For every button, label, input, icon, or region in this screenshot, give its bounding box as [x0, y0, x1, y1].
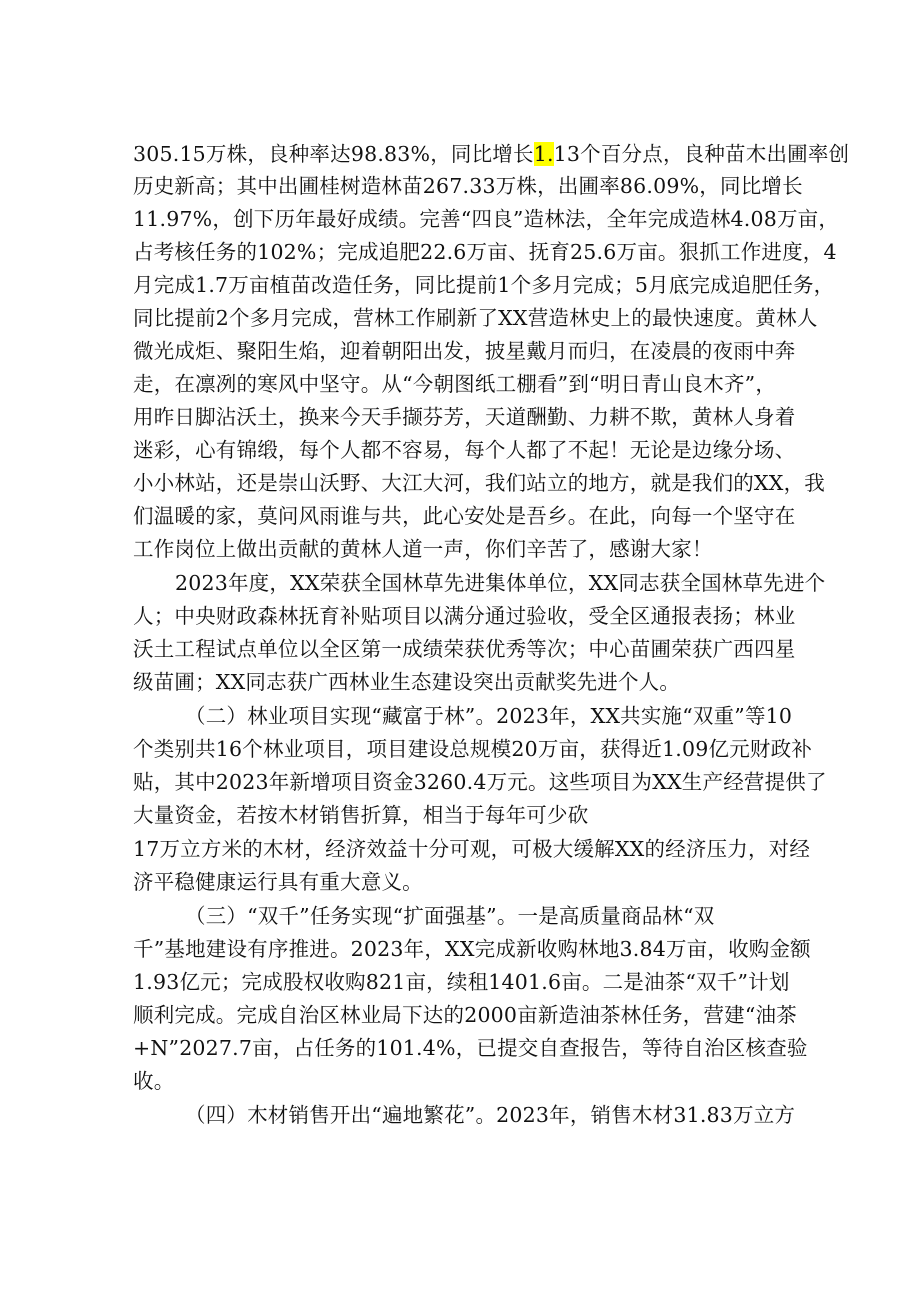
text-line: 历史新高；其中出圃桂树造林苗267.33万株，出圃率86.09%，同比增长: [133, 174, 803, 198]
text-line: 微光成炬、聚阳生焰，迎着朝阳出发，披星戴月而归，在凌晨的夜雨中奔: [133, 339, 796, 363]
text-line: 级苗圃；XX同志获广西林业生态建设突出贡献奖先进个人。: [133, 670, 681, 694]
text-line: 个类别共16个林业项目，项目建设总规模20万亩，获得近1.09亿元财政补: [133, 737, 813, 761]
text-line: 工作岗位上做出贡献的黄林人道一声，你们辛苦了，感谢大家！: [133, 537, 713, 561]
text-line: 迷彩，心有锦缎，每个人都不容易，每个人都了不起！无论是边缘分场、: [133, 438, 796, 462]
text-line: 小小林站，还是崇山沃野、大江大河，我们站立的地方，就是我们的XX，我: [133, 471, 825, 495]
text-line: 11.97%，创下历年最好成绩。完善“四良”造林法，全年完成造林4.08万亩，: [133, 207, 840, 231]
highlighted-text: 1.: [533, 142, 554, 166]
text-line: 收。: [133, 1069, 175, 1093]
text-line: 走，在凛冽的寒风中坚守。从“今朝图纸工棚看”到“明日青山良木齐”，: [133, 372, 777, 396]
text-line: 千”基地建设有序推进。2023年，XX完成新收购林地3.84万亩，收购金额: [133, 937, 811, 961]
text-line: 2023年度，XX荣获全国林草先进集体单位，XX同志获全国林草先进个: [175, 571, 826, 595]
text-line: 用昨日脚沾沃土，换来今天手撷芬芳，天道酬勤、力耕不欺，黄林人身着: [133, 405, 796, 429]
text-line: 17万立方米的木材，经济效益十分可观，可极大缓解XX的经济压力，对经: [133, 837, 811, 861]
text-line: 济平稳健康运行具有重大意义。: [133, 870, 423, 894]
text-line: （四）木材销售开出“遍地繁花”。2023年，销售木材31.83万立方: [185, 1103, 796, 1127]
text-line: [133, 137, 850, 171]
text-line: 贴，其中2023年新增项目资金3260.4万元。这些项目为XX生产经营提供了: [133, 770, 827, 794]
text-line: 占考核任务的102%；完成追肥22.6万亩、抚育25.6万亩。狠抓工作进度，4: [133, 240, 837, 264]
text-line: （二）林业项目实现“藏富于林”。2023年，XX共实施“双重”等10: [185, 704, 793, 728]
text-line: 人；中央财政森林抚育补贴项目以满分通过验收，受全区通报表扬；林业: [133, 604, 796, 628]
text-line: 月完成1.7万亩植苗改造任务，同比提前1个多月完成；5月底完成追肥任务，: [133, 273, 835, 297]
text-line: 顺利完成。完成自治区林业局下达的2000亩新造油茶林任务，营建“油茶: [133, 1003, 797, 1027]
text-line: +N”2027.7亩，占任务的101.4%，已提交自查报告，等待自治区核查验: [133, 1036, 808, 1060]
text-segment: 13个百分点，良种苗木出圃率创: [553, 142, 850, 166]
text-segment: 305.15万株，良种率达98.83%，同比增长: [133, 142, 534, 166]
text-line: 同比提前2个多月完成，营林工作刷新了XX营造林史上的最快速度。黄林人: [133, 306, 818, 330]
text-line: 沃土工程试点单位以全区第一成绩荣获优秀等次；中心苗圃荣获广西四星: [133, 637, 796, 661]
text-line: 大量资金，若按木材销售折算，相当于每年可少砍: [133, 803, 589, 827]
text-line: 1.93亿元；完成股权收购821亩，续租1401.6亩。二是油茶“双千”计划: [133, 970, 790, 994]
text-line: 们温暖的家，莫问风雨谁与共，此心安处是吾乡。在此，向每一个坚守在: [133, 504, 796, 528]
text-line: （三）“双千”任务实现“扩面强基”。一是高质量商品林“双: [185, 904, 715, 928]
